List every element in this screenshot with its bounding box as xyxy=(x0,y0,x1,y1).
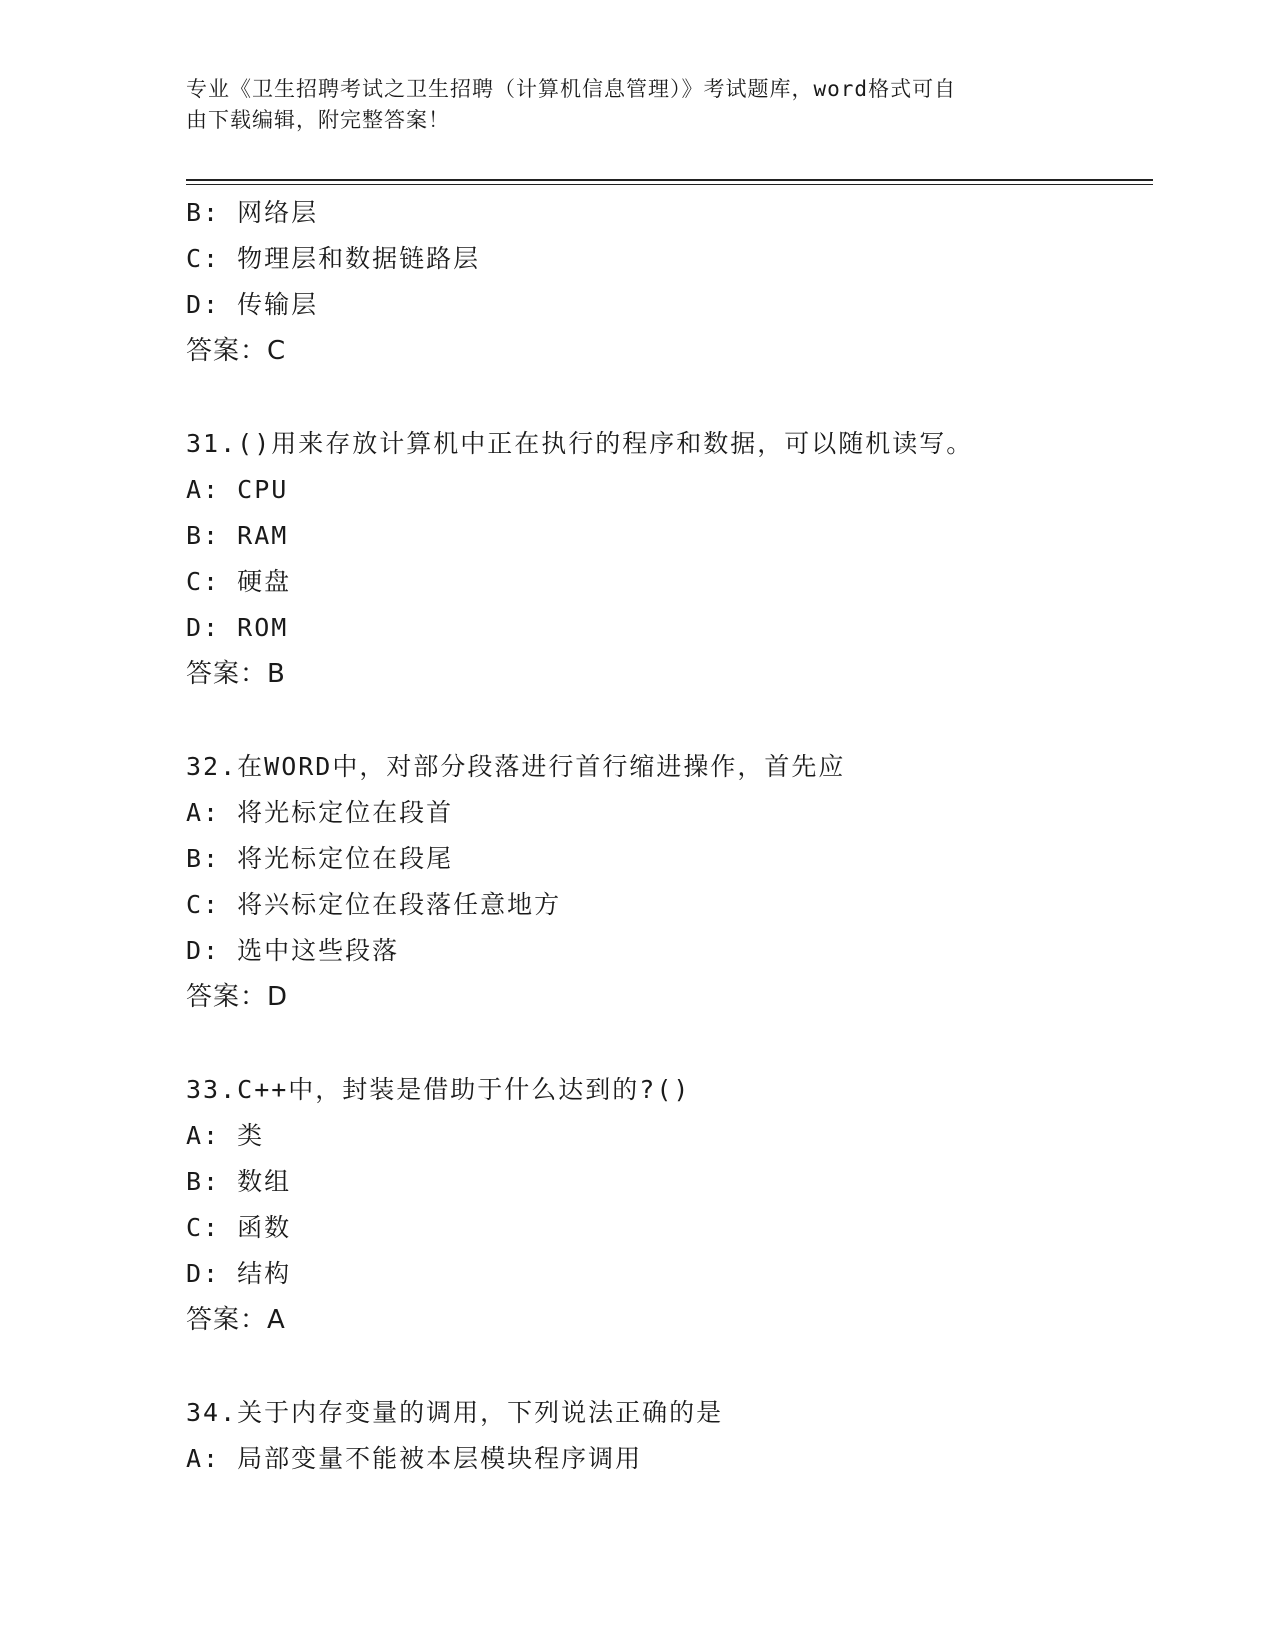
question-text: 31.()用来存放计算机中正在执行的程序和数据，可以随机读写。 xyxy=(186,429,974,458)
option-d: D: 传输层 xyxy=(186,290,319,319)
document-header xyxy=(186,74,1066,136)
answer: 答案：A xyxy=(186,1305,286,1335)
question-text: 34.关于内存变量的调用，下列说法正确的是 xyxy=(186,1398,724,1427)
option-d: D: ROM xyxy=(186,613,289,642)
option-b: B: RAM xyxy=(186,521,289,550)
option-c: C: 将兴标定位在段落任意地方 xyxy=(186,890,562,919)
header-line-1: 专业《卫生招聘考试之卫生招聘（计算机信息管理）》考试题库，word格式可自 xyxy=(186,77,957,101)
option-b: B: 数组 xyxy=(186,1167,292,1196)
question-list xyxy=(186,190,1153,1482)
option-c: C: 物理层和数据链路层 xyxy=(186,244,481,273)
question-31 xyxy=(186,421,1153,697)
question-text: 33.C++中，封装是借助于什么达到的?() xyxy=(186,1075,691,1104)
option-d: D: 结构 xyxy=(186,1259,292,1288)
option-a: A: 将光标定位在段首 xyxy=(186,798,454,827)
question-32 xyxy=(186,744,1153,1020)
option-c: C: 硬盘 xyxy=(186,567,292,596)
option-a: A: 局部变量不能被本层模块程序调用 xyxy=(186,1444,643,1473)
option-d: D: 选中这些段落 xyxy=(186,936,400,965)
option-a: A: 类 xyxy=(186,1121,265,1150)
header-line-2: 由下载编辑，附完整答案！ xyxy=(186,108,450,132)
question-33 xyxy=(186,1067,1153,1343)
option-b: B: 网络层 xyxy=(186,198,319,227)
answer: 答案：B xyxy=(186,659,286,689)
option-a: A: CPU xyxy=(186,475,289,504)
question-30-continued xyxy=(186,190,1153,374)
answer: 答案：D xyxy=(186,982,289,1012)
question-text: 32.在WORD中，对部分段落进行首行缩进操作，首先应 xyxy=(186,752,846,781)
option-b: B: 将光标定位在段尾 xyxy=(186,844,454,873)
header-divider-thin xyxy=(186,184,1153,185)
answer: 答案：C xyxy=(186,336,287,366)
question-34 xyxy=(186,1390,1153,1482)
option-c: C: 函数 xyxy=(186,1213,292,1242)
header-divider-thick xyxy=(186,179,1153,181)
